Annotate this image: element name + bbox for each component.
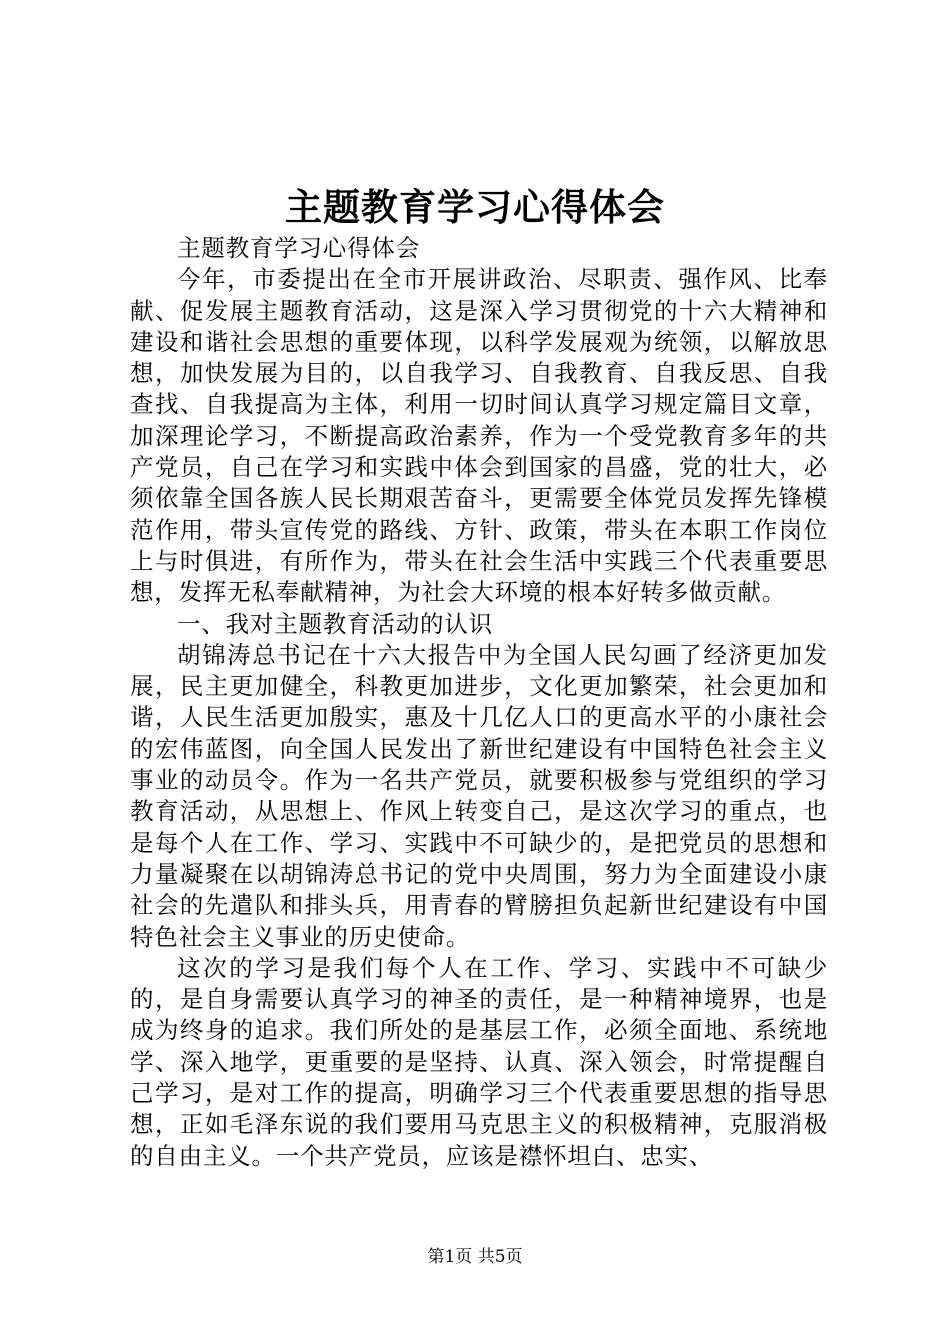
paragraph-subtitle: 主题教育学习心得体会 (177, 234, 420, 262)
document-body (130, 233, 828, 1172)
section-heading: 一、我对主题教育活动的认识 (177, 609, 493, 638)
page-footer (0, 1245, 950, 1269)
paragraph-body: 这次的学习是我们每个人在工作、学习、实践中不可缺少的，是自身需要认真学习的神圣的责任，是一种精神境界，也是成为终身的追求。我们所处的是基层工作，必须全面地、系统地学、深入地学，更重要的是坚持、认真、深入领会，时常提醒自己学习，是对工作的提高，明确学习三个代表重要思想的指导思想，正如毛泽东说的我们要用马克思主义的积极精神，克服消极的自由主义。一个共产党员，应该是襟怀坦白、忠实、 (130, 953, 828, 1170)
paragraph-body: 胡锦涛总书记在十六大报告中为全国人民勾画了经济更加发展，民主更加健全，科教更加进步，文化更加繁荣，社会更加和谐，人民生活更加殷实，惠及十几亿人口的更高水平的小康社会的宏伟蓝图，向全国人民发出了新世纪建设有中国特色社会主义事业的动员令。作为一名共产党员，就要积极参与党组织的学习教育活动，从思想上、作风上转变自己，是这次学习的重点，也是每个人在工作、学习、实践中不可缺少的，是把党员的思想和力量凝聚在以胡锦涛总书记的党中央周围，努力为全面建设小康社会的先遣队和排头兵，用青春的臂膀担负起新世纪建设有中国特色社会主义事业的历史使命。 (130, 640, 828, 951)
page-number: 第1页 共5页 (427, 1247, 523, 1267)
paragraph-intro: 今年，市委提出在全市开展讲政治、尽职责、强作风、比奉献、促发展主题教育活动，这是深入学习贯彻党的十六大精神和建设和谐社会思想的重要体现，以科学发展观为统领，以解放思想，加快发展为目的，以自我学习、自我教育、自我反思、自我查找、自我提高为主体，利用一切时间认真学习规定篇目文章，加深理论学习，不断提高政治素养，作为一个受党教育多年的共产党员，自己在学习和实践中体会到国家的昌盛，党的壮大，必须依靠全国各族人民长期艰苦奋斗，更需要全体党员发挥先锋模范作用，带头宣传党的路线、方针、政策，带头在本职工作岗位上与时俱进，有所作为，带头在社会生活中实践三个代表重要思想，发挥无私奉献精神，为社会大环境的根本好转多做贡献。 (130, 265, 828, 607)
document-title: 主题教育学习心得体会 (285, 185, 665, 229)
